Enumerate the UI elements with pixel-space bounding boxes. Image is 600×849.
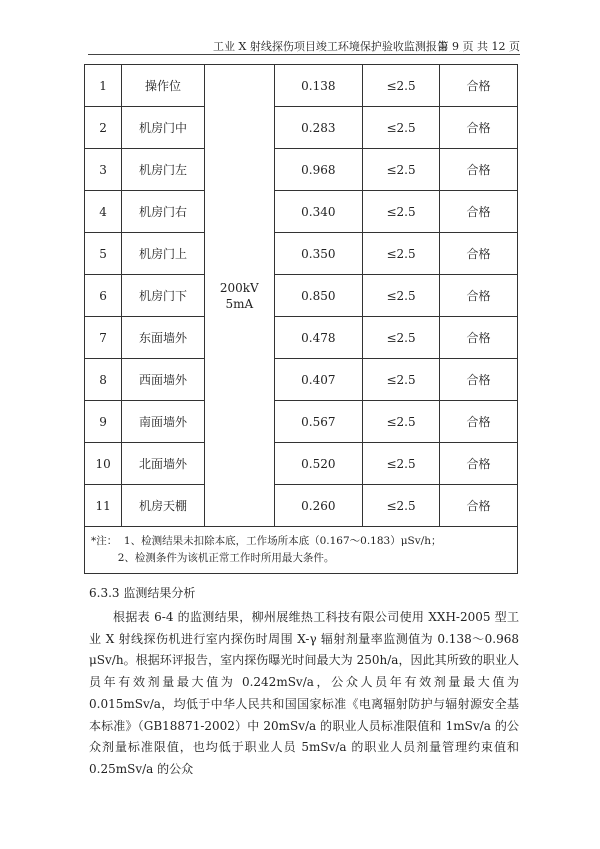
header-title: 工业 X 射线探伤项目竣工环境保护验收监测报告	[213, 40, 448, 53]
row-number: 1	[85, 65, 122, 107]
row-number: 8	[85, 359, 122, 401]
table-row	[85, 485, 518, 527]
evaluation-result: 合格	[440, 149, 518, 191]
table-row	[85, 107, 518, 149]
analysis-body	[89, 607, 519, 781]
table-row	[85, 233, 518, 275]
table-row	[85, 65, 518, 107]
row-number: 9	[85, 401, 122, 443]
condition-line: 5mA	[225, 296, 254, 311]
section-title: 6.3.3 监测结果分析	[89, 586, 196, 600]
evaluation-result: 合格	[440, 65, 518, 107]
dose-rate-value: 0.567	[274, 401, 362, 443]
page-number: 第 9 页 共 12 页	[437, 40, 520, 53]
table-body	[85, 65, 518, 574]
evaluation-result: 合格	[440, 485, 518, 527]
monitoring-location: 南面墙外	[122, 401, 205, 443]
limit-value: ≤2.5	[362, 107, 439, 149]
evaluation-result: 合格	[440, 317, 518, 359]
limit-value: ≤2.5	[362, 233, 439, 275]
monitoring-location: 机房门下	[122, 275, 205, 317]
table-row	[85, 275, 518, 317]
dose-rate-value: 0.340	[274, 191, 362, 233]
evaluation-result: 合格	[440, 191, 518, 233]
row-number: 10	[85, 443, 122, 485]
table-row	[85, 149, 518, 191]
row-number: 4	[85, 191, 122, 233]
test-condition	[204, 65, 274, 527]
table-row	[85, 401, 518, 443]
monitoring-location: 西面墙外	[122, 359, 205, 401]
limit-value: ≤2.5	[362, 359, 439, 401]
limit-value: ≤2.5	[362, 65, 439, 107]
evaluation-result: 合格	[440, 359, 518, 401]
note-line: 2、检测条件为该机正常工作时所用最大条件。	[91, 552, 335, 564]
header-rule	[88, 54, 520, 55]
row-number: 5	[85, 233, 122, 275]
dose-rate-value: 0.407	[274, 359, 362, 401]
dose-rate-value: 0.260	[274, 485, 362, 527]
row-number: 7	[85, 317, 122, 359]
condition-line: 200kV	[219, 280, 259, 295]
table-notes	[85, 527, 518, 574]
limit-value: ≤2.5	[362, 191, 439, 233]
row-number: 11	[85, 485, 122, 527]
monitoring-location: 机房门上	[122, 233, 205, 275]
monitoring-location: 机房门中	[122, 107, 205, 149]
row-number: 6	[85, 275, 122, 317]
table-notes-row	[85, 527, 518, 574]
monitoring-location: 操作位	[122, 65, 205, 107]
limit-value: ≤2.5	[362, 275, 439, 317]
table-row	[85, 443, 518, 485]
monitoring-location: 东面墙外	[122, 317, 205, 359]
row-number: 2	[85, 107, 122, 149]
dose-rate-value: 0.283	[274, 107, 362, 149]
evaluation-result: 合格	[440, 233, 518, 275]
evaluation-result: 合格	[440, 275, 518, 317]
limit-value: ≤2.5	[362, 485, 439, 527]
dose-rate-value: 0.520	[274, 443, 362, 485]
evaluation-result: 合格	[440, 443, 518, 485]
limit-value: ≤2.5	[362, 443, 439, 485]
dose-rate-value: 0.138	[274, 65, 362, 107]
monitoring-location: 机房天棚	[122, 485, 205, 527]
table-row	[85, 191, 518, 233]
dose-rate-value: 0.350	[274, 233, 362, 275]
monitoring-location: 机房门右	[122, 191, 205, 233]
limit-value: ≤2.5	[362, 317, 439, 359]
dose-rate-value: 0.478	[274, 317, 362, 359]
analysis-paragraph: 根据表 6-4 的监测结果，柳州展维热工科技有限公司使用 XXH-2005 型工业 X 射线探伤机进行室内探伤时周围 X-γ 辐射剂量率监测值为 0.138～0.968 μSv/h。根据环评报告，室内探伤曝光时间最大为 250h/a，因此其所致的职业人员年有效剂量最大值为 0.242mSv/a，公众人员年有效剂量最大值为 0.015mSv/a，均低于中华人民共和国国家标准《电离辐射防护与辐射源安全基本标准》（GB18871-2002）中 20mSv/a 的职业人员标准限值和 1mSv/a 的公众剂量标准限值，也均低于职业人员 5mSv/a 的职业人员剂量管理约束值和 0.25mSv/a 的公众	[89, 610, 519, 776]
monitoring-location: 机房门左	[122, 149, 205, 191]
limit-value: ≤2.5	[362, 149, 439, 191]
evaluation-result: 合格	[440, 107, 518, 149]
table-row	[85, 359, 518, 401]
limit-value: ≤2.5	[362, 401, 439, 443]
dose-rate-value: 0.968	[274, 149, 362, 191]
dose-rate-value: 0.850	[274, 275, 362, 317]
table-row	[85, 317, 518, 359]
monitoring-location: 北面墙外	[122, 443, 205, 485]
page-header	[88, 36, 520, 54]
evaluation-result: 合格	[440, 401, 518, 443]
note-line: *注： 1、检测结果未扣除本底，工作场所本底（0.167～0.183）μSv/h；	[91, 535, 442, 547]
monitoring-results-table	[84, 64, 518, 574]
row-number: 3	[85, 149, 122, 191]
